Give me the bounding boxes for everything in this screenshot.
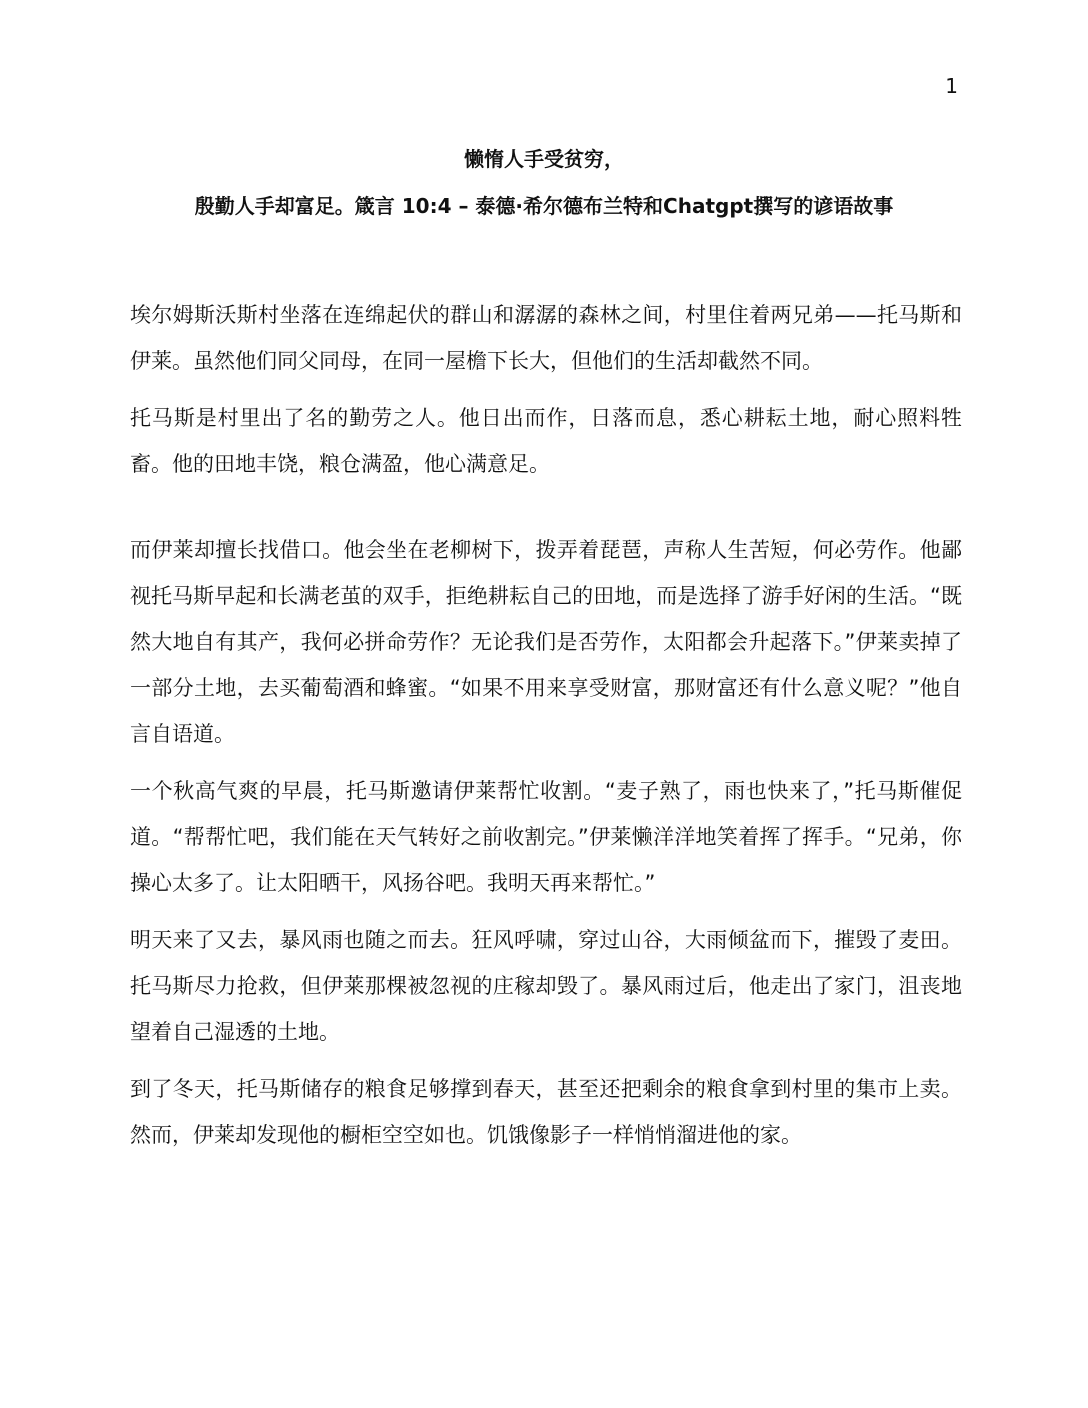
- document-body: [130, 292, 962, 1158]
- title-line-2: 殷勤人手却富足。箴言 10:4 – 泰德·希尔德布兰特和Chatgpt撰写的谚语故事: [194, 194, 894, 218]
- paragraph: 埃尔姆斯沃斯村坐落在连绵起伏的群山和潺潺的森林之间，村里住着两兄弟——托马斯和伊莱。虽然他们同父同母，在同一屋檐下长大，但他们的生活却截然不同。: [130, 303, 962, 373]
- document-title: [0, 146, 1088, 219]
- title-line-1: 懒惰人手受贫穷，: [464, 147, 624, 171]
- paragraph: 而伊莱却擅长找借口。他会坐在老柳树下，拨弄着琵琶，声称人生苦短，何必劳作。他鄙视托马斯早起和长满老茧的双手，拒绝耕耘自己的田地，而是选择了游手好闲的生活。“既然大地自有其产，我何必拼命劳作？无论我们是否劳作，太阳都会升起落下。”伊莱卖掉了一部分土地，去买葡萄酒和蜂蜜。“如果不用来享受财富，那财富还有什么意义呢？”他自言自语道。: [130, 538, 962, 746]
- paragraph: 到了冬天，托马斯储存的粮食足够撑到春天，甚至还把剩余的粮食拿到村里的集市上卖。然而，伊莱却发现他的橱柜空空如也。饥饿像影子一样悄悄溜进他的家。: [130, 1077, 962, 1147]
- paragraph: 明天来了又去，暴风雨也随之而去。狂风呼啸，穿过山谷，大雨倾盆而下，摧毁了麦田。托马斯尽力抢救，但伊莱那棵被忽视的庄稼却毁了。暴风雨过后，他走出了家门，沮丧地望着自己湿透的土地。: [130, 928, 962, 1044]
- paragraph: 一个秋高气爽的早晨，托马斯邀请伊莱帮忙收割。“麦子熟了，雨也快来了，”托马斯催促道。“帮帮忙吧，我们能在天气转好之前收割完。”伊莱懒洋洋地笑着挥了挥手。“兄弟，你操心太多了。让太阳晒干，风扬谷吧。我明天再来帮忙。”: [130, 779, 962, 895]
- page-number: 1: [945, 74, 958, 98]
- paragraph: 托马斯是村里出了名的勤劳之人。他日出而作，日落而息，悉心耕耘土地，耐心照料牲畜。他的田地丰饶，粮仓满盈，他心满意足。: [130, 406, 962, 476]
